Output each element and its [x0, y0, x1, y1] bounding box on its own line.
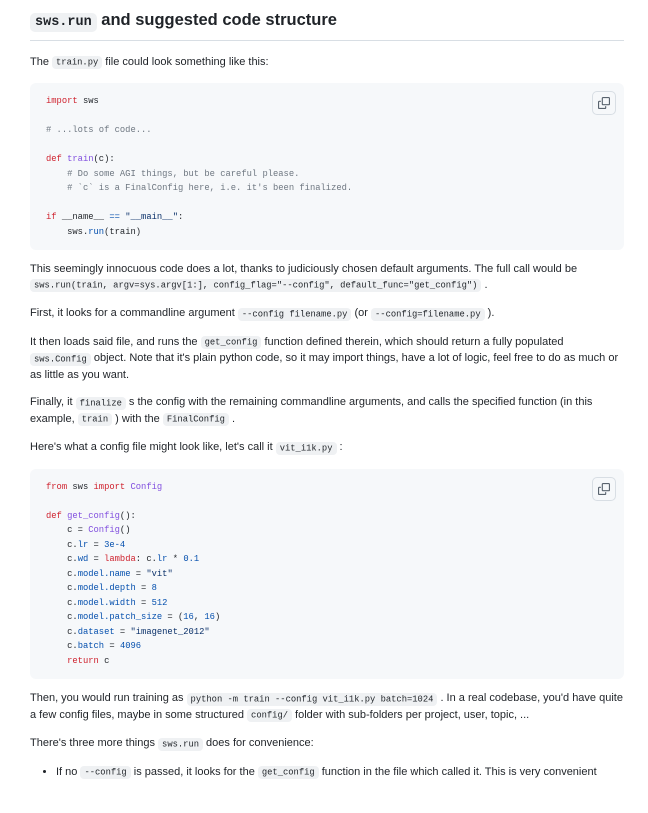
copy-code-button[interactable] — [592, 91, 616, 115]
inline-code: FinalConfig — [163, 413, 229, 426]
inline-code: sws.run — [30, 13, 97, 32]
code-line: if __name__ == "__main__": — [46, 212, 184, 223]
code-line: def get_config(): — [46, 510, 136, 521]
inline-code: config/ — [247, 709, 292, 722]
paragraph-intro: The train.py file could look something like this: — [30, 55, 269, 68]
paragraph-finally: Finally, it finalize s the config with the remaining commandline arguments, and calls the specified function (in this example, train ) with the FinalConfig . — [30, 396, 593, 425]
code-line: import sws — [46, 96, 99, 107]
inline-code: sws.run — [158, 738, 203, 751]
inline-code: python -m train --config vit_i1k.py batch=1024 — [187, 693, 438, 706]
paragraph-then-loads: It then loads said file, and runs the get_config function defined therein, which should return a fully populated sws.Config object. Note that it's plain python code, so it may import things, have a lot of logic, feel free to do as much or as little as you want. — [30, 335, 619, 381]
paragraph-heres-what: Here's what a config file might look like, let's call it vit_i1k.py : — [30, 441, 343, 454]
code-line: c.lr = 3e-4 — [46, 539, 126, 550]
inline-code: --config — [80, 766, 130, 779]
code-line: c.wd = lambda: c.lr * 0.1 — [46, 554, 200, 565]
inline-code: get_config — [201, 336, 262, 349]
code-line: c.model.name = "vit" — [46, 568, 173, 579]
copy-code-button[interactable] — [592, 477, 616, 501]
paragraph-then-run: Then, you would run training as python -m train --config vit_i1k.py batch=1024 . In a real codebase, you'd have quite a few config files, maybe in some structured config/ folder with sub-folders per project, user, topic, ... — [30, 692, 623, 721]
paragraph-first-looks: First, it looks for a commandline argument --config filename.py (or --config=filename.py ). — [30, 307, 495, 320]
code-line — [46, 494, 608, 509]
code-line — [46, 109, 608, 124]
inline-code: vit_i1k.py — [276, 442, 337, 455]
code-line: # Do some AGI things, but be careful please. — [46, 168, 300, 179]
inline-code: sws.Config — [30, 353, 91, 366]
code-line: # ...lots of code... — [46, 125, 152, 136]
code-line — [46, 196, 608, 211]
page-title — [30, 10, 624, 41]
code-block-vit-i1k-py — [30, 469, 624, 680]
copy-icon — [598, 97, 610, 109]
convenience-list — [56, 765, 624, 782]
inline-code: get_config — [258, 766, 319, 779]
list-item: • If no --config is passed, it looks for the get_config function in the file which called it. This is very convenient — [56, 765, 624, 782]
inline-code: --config=filename.py — [371, 308, 485, 321]
code-line: from sws import Config — [46, 481, 163, 492]
code-line: sws.run(train) — [46, 226, 142, 237]
inline-code: finalize — [76, 397, 126, 410]
inline-code: train — [78, 413, 112, 426]
code-line: c.batch = 4096 — [46, 641, 142, 652]
paragraph-innocuous: This seemingly innocuous code does a lot, thanks to judiciously chosen default arguments. The full call would be sws.run(train, argv=sys.argv[1:], config_flag="--config", default_func="get_config") . — [30, 263, 578, 291]
paragraph-three-more: There's three more things sws.run does for convenience: — [30, 737, 314, 750]
code-block-train-py — [30, 83, 624, 250]
inline-code: sws.run(train, argv=sys.argv[1:], config_flag="--config", default_func="get_config") — [30, 279, 481, 292]
copy-icon — [598, 483, 610, 495]
code-line: c.model.patch_size = (16, 16) — [46, 612, 221, 623]
code-line: c = Config() — [46, 525, 131, 536]
inline-code: --config filename.py — [238, 308, 352, 321]
code-line — [46, 138, 608, 153]
code-line: c.model.depth = 8 — [46, 583, 157, 594]
inline-code: train.py — [52, 56, 102, 69]
code-line: c.model.width = 512 — [46, 597, 168, 608]
code-line: # `c` is a FinalConfig here, i.e. it's been finalized. — [46, 183, 353, 194]
code-line: return c — [67, 655, 110, 666]
page-title-text: and suggested code structure — [96, 11, 337, 29]
code-line: def train(c): — [46, 154, 115, 165]
code-line: c.dataset = "imagenet_2012" — [46, 626, 210, 637]
